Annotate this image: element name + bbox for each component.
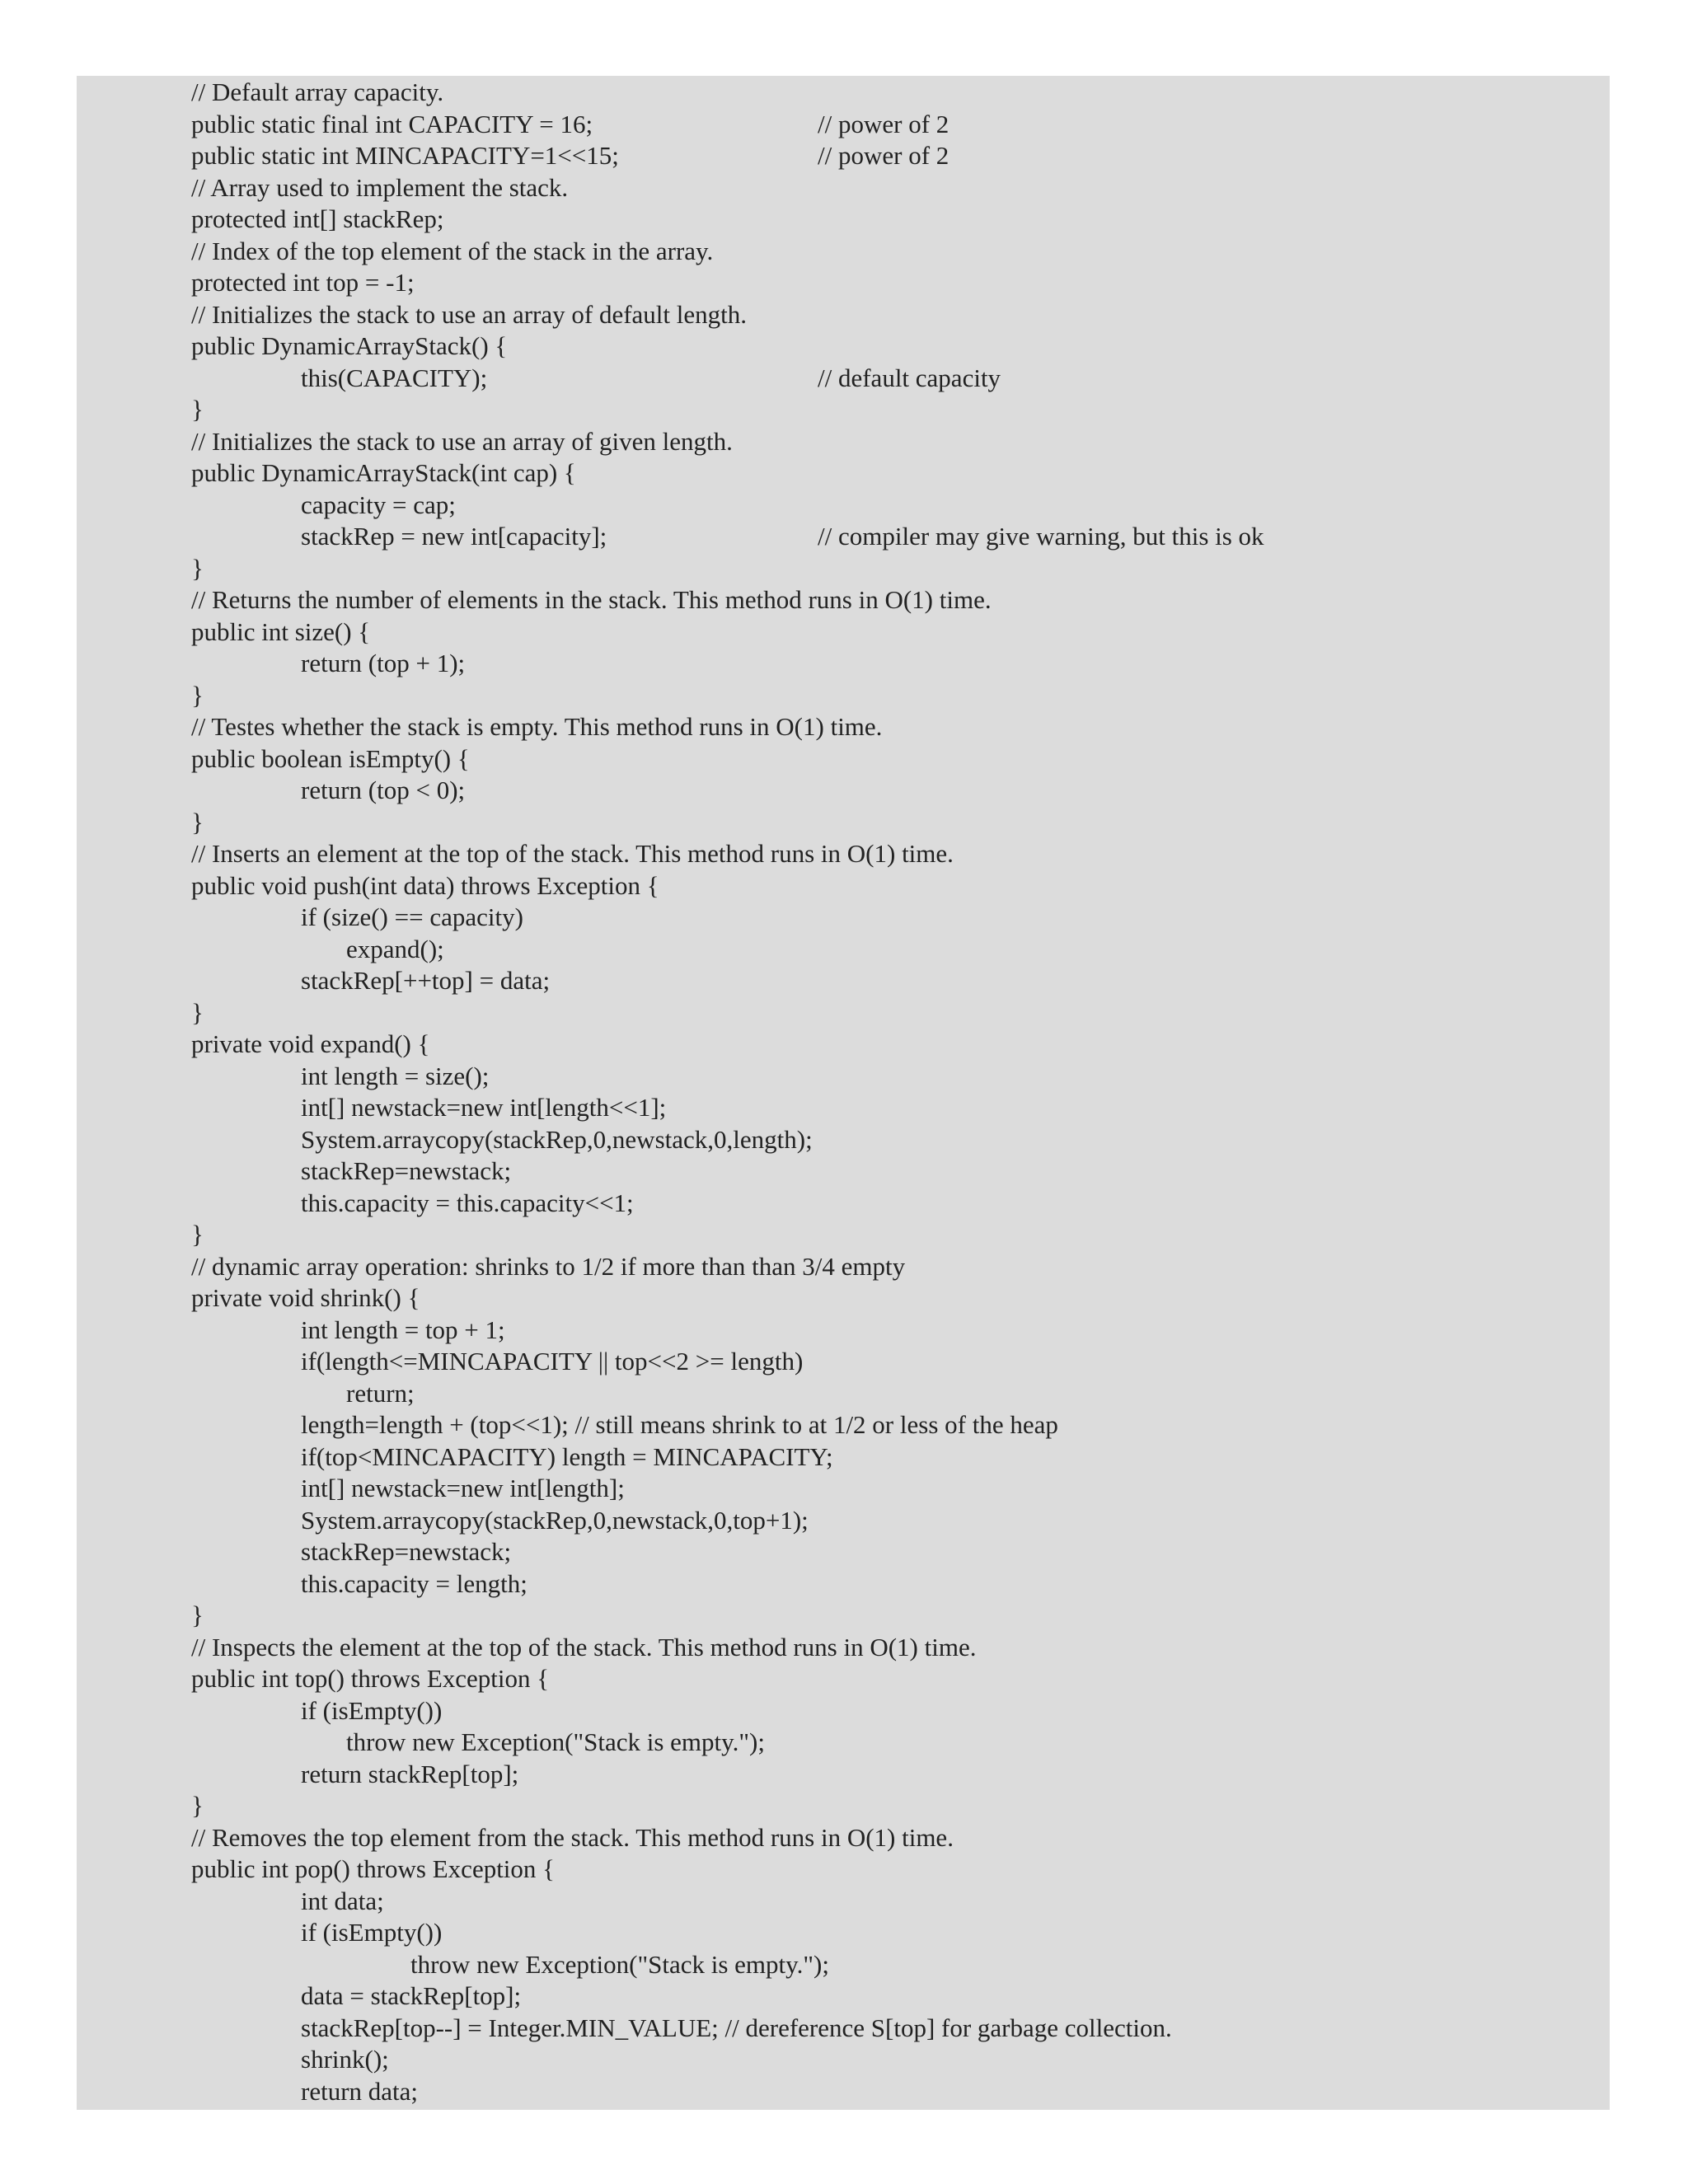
code-text: int[] newstack=new int[length];	[301, 1474, 625, 1502]
code-text: throw new Exception("Stack is empty.");	[346, 1727, 765, 1756]
code-line	[191, 394, 1593, 426]
code-line	[191, 997, 1593, 1029]
code-comment: // compiler may give warning, but this is ok	[818, 522, 1264, 551]
code-text: public DynamicArrayStack(int cap) {	[191, 458, 576, 487]
code-text: }	[191, 997, 204, 1027]
code-line	[191, 267, 1593, 299]
code-text: throw new Exception("Stack is empty.");	[410, 1949, 829, 1979]
code-line	[191, 1949, 1593, 1981]
code-line	[191, 1124, 1593, 1156]
code-text: }	[191, 1220, 204, 1249]
code-line	[191, 775, 1593, 807]
code-text: stackRep = new int[capacity];	[301, 522, 607, 551]
code-line	[191, 1282, 1593, 1315]
code-line	[191, 490, 1593, 522]
code-text: // Returns the number of elements in the stack. This method runs in O(1) time.	[191, 585, 992, 614]
code-line	[191, 1759, 1593, 1791]
code-text: if(top<MINCAPACITY) length = MINCAPACITY;	[301, 1441, 833, 1471]
code-line	[191, 236, 1593, 268]
code-text: return (top < 0);	[301, 776, 466, 804]
code-text: stackRep[top--] = Integer.MIN_VALUE; // dereference S[top] for garbage collection.	[301, 2013, 1172, 2042]
code-text: data = stackRep[top];	[301, 1981, 522, 2010]
code-panel	[77, 76, 1610, 2110]
code-line	[191, 330, 1593, 363]
code-comment: // power of 2	[818, 141, 950, 170]
code-line	[191, 1378, 1593, 1410]
code-line	[191, 2044, 1593, 2076]
code-text: public int size() {	[191, 616, 371, 646]
code-line	[191, 838, 1593, 870]
code-line	[191, 1536, 1593, 1568]
code-text: length=length + (top<<1); // still means shrink to at 1/2 or less of the heap	[301, 1410, 1058, 1439]
code-text: if (size() == capacity)	[301, 902, 523, 931]
code-line	[191, 1695, 1593, 1727]
code-text: this.capacity = this.capacity<<1;	[301, 1188, 634, 1217]
code-line	[191, 1346, 1593, 1378]
code-text: public int pop() throws Exception {	[191, 1854, 556, 1883]
code-line	[191, 1092, 1593, 1124]
code-text: // Default array capacity.	[191, 77, 444, 106]
code-line	[191, 2076, 1593, 2108]
code-line	[191, 1029, 1593, 1061]
code-line	[191, 1315, 1593, 1347]
code-line	[191, 140, 1593, 172]
code-line	[191, 934, 1593, 966]
code-line	[191, 902, 1593, 934]
code-line	[191, 807, 1593, 839]
code-text: System.arraycopy(stackRep,0,newstack,0,top+1);	[301, 1505, 809, 1535]
code-line	[191, 1663, 1593, 1695]
code-text: // dynamic array operation: shrinks to 1/2 if more than than 3/4 empty	[191, 1251, 906, 1281]
code-line	[191, 204, 1593, 236]
code-line	[191, 1409, 1593, 1441]
code-text: return data;	[301, 2076, 419, 2106]
code-text: private void expand() {	[191, 1029, 430, 1058]
code-line	[191, 521, 1593, 553]
code-text: return;	[346, 1378, 415, 1408]
code-text: int length = top + 1;	[301, 1315, 505, 1344]
code-text: if (isEmpty())	[301, 1918, 443, 1947]
code-line	[191, 680, 1593, 712]
code-line	[191, 1155, 1593, 1188]
code-text: System.arraycopy(stackRep,0,newstack,0,length);	[301, 1124, 813, 1154]
code-line	[191, 1251, 1593, 1283]
code-text: int data;	[301, 1886, 384, 1915]
code-line	[191, 711, 1593, 743]
code-line	[191, 1917, 1593, 1949]
code-line	[191, 1568, 1593, 1601]
code-listing	[191, 76, 1593, 2107]
code-text: this(CAPACITY);	[301, 363, 488, 392]
code-line	[191, 299, 1593, 331]
code-text: // Initializes the stack to use an array of default length.	[191, 299, 748, 329]
code-line	[191, 1473, 1593, 1505]
code-line	[191, 1727, 1593, 1759]
code-text: return (top + 1);	[301, 649, 466, 677]
code-text: // Removes the top element from the stack. This method runs in O(1) time.	[191, 1822, 954, 1852]
code-line	[191, 616, 1593, 649]
code-text: public int top() throws Exception {	[191, 1664, 550, 1693]
code-text: stackRep=newstack;	[301, 1156, 512, 1185]
code-text: capacity = cap;	[301, 490, 456, 519]
code-text: stackRep=newstack;	[301, 1537, 512, 1566]
code-text: // Inserts an element at the top of the stack. This method runs in O(1) time.	[191, 839, 954, 868]
code-line	[191, 1505, 1593, 1537]
code-line	[191, 553, 1593, 585]
code-text: this.capacity = length;	[301, 1568, 528, 1598]
code-line	[191, 1854, 1593, 1886]
code-text: stackRep[++top] = data;	[301, 966, 551, 995]
code-text: }	[191, 1791, 204, 1820]
code-line	[191, 426, 1593, 458]
code-text: }	[191, 680, 204, 710]
code-line	[191, 109, 1593, 141]
code-text: return stackRep[top];	[301, 1759, 519, 1788]
code-line	[191, 457, 1593, 490]
code-line	[191, 1441, 1593, 1474]
code-text: int[] newstack=new int[length<<1];	[301, 1093, 667, 1122]
code-comment: // default capacity	[818, 363, 1001, 392]
code-line	[191, 1632, 1593, 1664]
code-text: }	[191, 807, 204, 837]
code-text: }	[191, 395, 204, 424]
code-line	[191, 870, 1593, 902]
code-line	[191, 1980, 1593, 2013]
code-line	[191, 743, 1593, 776]
code-text: public boolean isEmpty() {	[191, 743, 470, 773]
code-text: int length = size();	[301, 1061, 490, 1090]
code-line	[191, 363, 1593, 395]
code-line	[191, 1188, 1593, 1220]
code-comment: // power of 2	[818, 109, 950, 138]
code-text: private void shrink() {	[191, 1283, 420, 1312]
code-line	[191, 1886, 1593, 1918]
code-text: expand();	[346, 934, 444, 963]
code-line	[191, 584, 1593, 616]
code-text: }	[191, 553, 204, 583]
code-text: // Array used to implement the stack.	[191, 172, 569, 202]
code-line	[191, 77, 1593, 109]
code-text: }	[191, 1601, 204, 1629]
code-line	[191, 1822, 1593, 1854]
code-text: if (isEmpty())	[301, 1695, 443, 1725]
code-text: // Index of the top element of the stack in the array.	[191, 236, 714, 265]
code-text: public static final int CAPACITY = 16;	[191, 109, 593, 138]
code-text: protected int[] stackRep;	[191, 204, 444, 233]
code-text: public DynamicArrayStack() {	[191, 331, 508, 360]
code-line	[191, 1790, 1593, 1822]
code-text: if(length<=MINCAPACITY || top<<2 >= length)	[301, 1347, 804, 1376]
code-line	[191, 1061, 1593, 1093]
code-text: // Inspects the element at the top of the stack. This method runs in O(1) time.	[191, 1632, 977, 1661]
code-line	[191, 2013, 1593, 2045]
code-line	[191, 648, 1593, 680]
code-text: protected int top = -1;	[191, 268, 415, 297]
code-text: // Initializes the stack to use an array of given length.	[191, 426, 733, 456]
code-text: public static int MINCAPACITY=1<<15;	[191, 141, 619, 170]
code-text: shrink();	[301, 2045, 389, 2074]
code-text: public void push(int data) throws Exception {	[191, 870, 659, 900]
code-line	[191, 172, 1593, 204]
code-line	[191, 1600, 1593, 1632]
code-text: // Testes whether the stack is empty. This method runs in O(1) time.	[191, 712, 883, 741]
code-line	[191, 965, 1593, 997]
code-line	[191, 1219, 1593, 1251]
